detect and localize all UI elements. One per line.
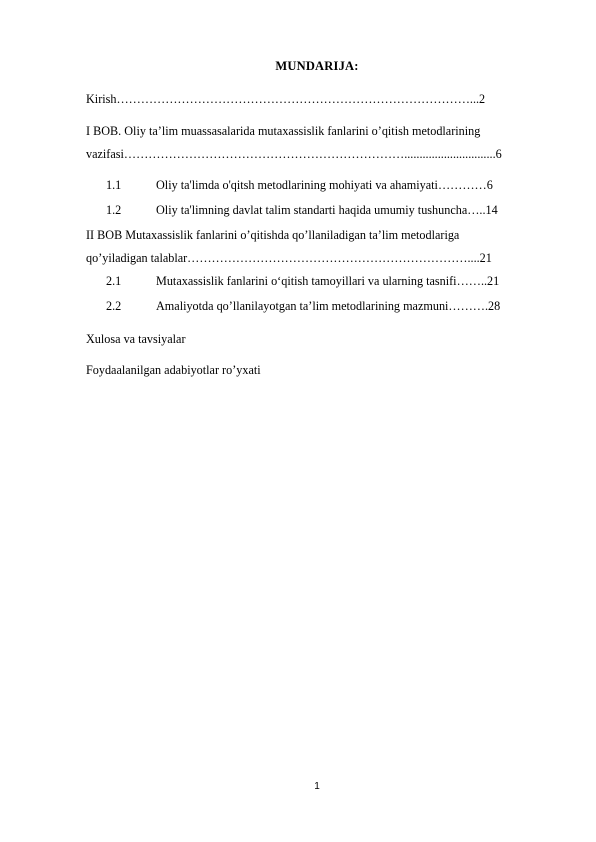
- toc-entry-chapter1-line1: I BOB. Oliy ta’lim muassasalarida mutaxassislik fanlarini o’qitish metodlarining: [86, 124, 481, 138]
- toc-title: MUNDARIJA:: [275, 59, 359, 73]
- section-title: Oliy ta'limning davlat talim standarti haqida umumiy tushuncha…..14: [156, 203, 498, 217]
- toc-entry-chapter1-line2: vazifasi……………………………………………………………..............................6: [86, 147, 502, 161]
- toc-entry-references: Foydaalanilgan adabiyotlar ro’yxati: [86, 363, 261, 377]
- toc-section-1-2: [0, 203, 596, 219]
- section-title: Mutaxassislik fanlarini o‘qitish tamoyillari va ularning tasnifi……..21: [156, 274, 500, 288]
- section-number: 1.2: [106, 203, 122, 217]
- toc-section-2-1: [0, 274, 596, 290]
- page-number: 1: [314, 781, 320, 792]
- toc-entry-conclusion: Xulosa va tavsiyalar: [86, 332, 186, 346]
- toc-entry-chapter2-line2: qo’yiladigan talablar……………………………………………………………....21: [86, 251, 492, 265]
- section-number: 2.1: [106, 274, 122, 288]
- section-title: Amaliyotda qo’llanilayotgan ta’lim metodlarining mazmuni……….28: [156, 299, 501, 313]
- toc-section-2-2: [0, 299, 596, 315]
- toc-entry-intro: Kirish……………………………………………………………………………...2: [86, 92, 486, 106]
- toc-section-1-1: [0, 178, 596, 194]
- section-number: 2.2: [106, 299, 122, 313]
- section-title: Oliy ta'limda o'qitsh metodlarining mohiyati va ahamiyati…………6: [156, 178, 493, 192]
- toc-entry-chapter2-line1: II BOB Mutaxassislik fanlarini o’qitishda qo’llaniladigan ta’lim metodlariga: [86, 228, 460, 242]
- section-number: 1.1: [106, 178, 122, 192]
